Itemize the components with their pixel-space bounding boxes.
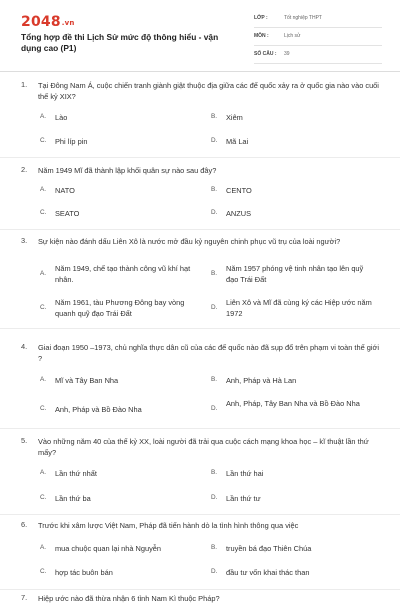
option-text: hợp tác buôn bán bbox=[55, 568, 113, 577]
option-text: Lần thứ hai bbox=[226, 469, 264, 478]
option-letter: B. bbox=[211, 270, 218, 277]
option-letter: A. bbox=[40, 186, 47, 193]
option-text: NATO bbox=[55, 186, 75, 195]
option-text: Năm 1957 phóng vệ tinh nhân tạo lên quỹ đạo Trái Đất bbox=[226, 264, 364, 284]
option-text: Năm 1949, chế tạo thành công vũ khí hạt nhân. bbox=[55, 264, 191, 284]
meta-value: 39 bbox=[284, 51, 290, 57]
option-letter: B. bbox=[211, 469, 218, 476]
logo-suffix: .vn bbox=[61, 19, 75, 27]
question-text: Năm 1949 Mĩ đã thành lập khối quân sự nào sau đây? bbox=[38, 166, 217, 175]
question-number: 4. bbox=[21, 342, 28, 351]
option-text: Anh, Pháp và Bồ Đào Nha bbox=[55, 405, 142, 414]
option-letter: C. bbox=[40, 209, 47, 216]
question-separator bbox=[0, 328, 400, 329]
option-letter: A. bbox=[40, 270, 47, 277]
option-letter: D. bbox=[211, 568, 218, 575]
option-text: Anh, Pháp và Hà Lan bbox=[226, 376, 297, 385]
option-text: Mĩ và Tây Ban Nha bbox=[55, 376, 119, 385]
option-text: Lần thứ tư bbox=[226, 494, 261, 503]
question-separator bbox=[0, 428, 400, 429]
option-text: truyền bá đạo Thiên Chúa bbox=[226, 544, 312, 553]
option-text: Phi líp pin bbox=[55, 137, 88, 146]
question-number: 2. bbox=[21, 165, 28, 174]
option-text: Xiêm bbox=[226, 113, 243, 122]
question-text: Tại Đông Nam Á, cuộc chiến tranh giành giật thuộc địa giữa các đế quốc xảy ra ở quốc gia nào vào cuối thế kỷ XIX? bbox=[38, 81, 379, 101]
option-text: CENTO bbox=[226, 186, 252, 195]
site-logo[interactable] bbox=[21, 14, 75, 30]
question-separator bbox=[0, 229, 400, 230]
option-letter: D. bbox=[211, 137, 218, 144]
option-text: Anh, Pháp, Tây Ban Nha và Bồ Đào Nha bbox=[226, 399, 360, 408]
option-letter: D. bbox=[211, 405, 218, 412]
meta-value: Tốt nghiệp THPT bbox=[284, 15, 322, 21]
option-letter: B. bbox=[211, 113, 218, 120]
option-text: Mã Lai bbox=[226, 137, 249, 146]
option-letter: A. bbox=[40, 113, 47, 120]
meta-value: Lịch sử bbox=[284, 33, 301, 39]
document-header bbox=[0, 0, 400, 66]
option-letter: D. bbox=[211, 494, 218, 501]
meta-label: SỐ CÂU : bbox=[254, 51, 277, 57]
option-letter: C. bbox=[40, 405, 47, 412]
option-letter: A. bbox=[40, 469, 47, 476]
option-text: ANZUS bbox=[226, 209, 252, 218]
question-number: 3. bbox=[21, 236, 28, 245]
meta-row-count bbox=[254, 48, 382, 64]
meta-row-subject bbox=[254, 30, 382, 46]
option-text: Lần thứ ba bbox=[55, 494, 91, 503]
meta-label: MÔN : bbox=[254, 33, 269, 39]
question-text: Hiệp ước nào đã thừa nhận 6 tỉnh Nam Kì thuộc Pháp? bbox=[38, 594, 220, 603]
option-text: Năm 1961, tàu Phương Đông bay vòng quanh quỹ đạo Trái Đất bbox=[55, 298, 185, 318]
question-text: Vào những năm 40 của thế kỷ XX, loài người đã trải qua cuộc cách mạng khoa học – kĩ thuật lần thứ mấy? bbox=[38, 437, 369, 457]
question-number: 6. bbox=[21, 520, 28, 529]
option-letter: D. bbox=[211, 209, 218, 216]
question-separator bbox=[0, 157, 400, 158]
question-separator bbox=[0, 514, 400, 515]
meta-label: LỚP : bbox=[254, 15, 268, 21]
option-letter: B. bbox=[211, 376, 218, 383]
meta-row-grade bbox=[254, 12, 382, 28]
option-text: SEATO bbox=[55, 209, 80, 218]
document-title: Tổng hợp đề thi Lịch Sử mức độ thông hiểu - vận dụng cao (P1) bbox=[21, 32, 219, 53]
option-letter: B. bbox=[211, 544, 218, 551]
option-text: Liên Xô và Mĩ đã cùng ký các Hiệp ước năm 1972 bbox=[226, 298, 372, 318]
option-text: đầu tư vốn khai thác than bbox=[226, 568, 310, 577]
option-letter: B. bbox=[211, 186, 218, 193]
question-text: Sự kiện nào đánh dấu Liên Xô là nước mở đầu kỷ nguyên chinh phục vũ trụ của loài người? bbox=[38, 237, 341, 246]
question-text: Trước khi xâm lược Việt Nam, Pháp đã tiến hành dò la tình hình thông qua việc bbox=[38, 521, 299, 530]
question-number: 5. bbox=[21, 436, 28, 445]
option-text: mua chuộc quan lại nhà Nguyễn bbox=[55, 544, 162, 553]
question-text: Giai đoạn 1950 –1973, chủ nghĩa thực dân cũ của các đế quốc nào đã sụp đổ trên phạm vi toàn thế giới ? bbox=[38, 343, 379, 363]
header-divider bbox=[0, 71, 400, 72]
logo-main: 2048 bbox=[21, 14, 61, 30]
option-letter: C. bbox=[40, 304, 47, 311]
option-letter: A. bbox=[40, 544, 47, 551]
question-number: 1. bbox=[21, 80, 28, 89]
option-letter: C. bbox=[40, 137, 47, 144]
option-letter: D. bbox=[211, 304, 218, 311]
option-letter: C. bbox=[40, 494, 47, 501]
option-text: Lào bbox=[55, 113, 68, 122]
option-letter: C. bbox=[40, 568, 47, 575]
question-separator bbox=[0, 589, 400, 590]
option-text: Lần thứ nhất bbox=[55, 469, 97, 478]
question-number: 7. bbox=[21, 593, 28, 602]
meta-table bbox=[254, 12, 382, 66]
option-letter: A. bbox=[40, 376, 47, 383]
